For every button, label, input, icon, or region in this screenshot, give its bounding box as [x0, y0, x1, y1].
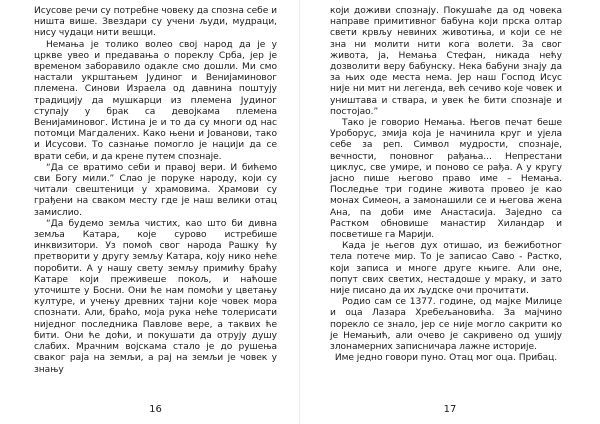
paragraph: Исусове речи су потребне човеку да спозна себе и ништа више. Звездари су учени људи, мудраци, нису чудаци нити вешци.: [34, 6, 277, 39]
paragraph: Име једно говори пуно. Отац мог оца. Прибац.: [334, 353, 558, 364]
right-page: [300, 0, 600, 424]
right-page-text: [330, 6, 562, 365]
paragraph: Тако је говорио Немања. Његов печат беше Уроборус, змија која је начинила круг и ујела себе за реп. Символ мудрости, спознаје, вечности, поновног рађања... Непрестани циклус, све умире, и поново се рађа. А у кругу јасно пише његово право име – Немања. Последње три године живота провео је као монах Симеон, а замонашили се и његова жена Ана, па доби име Анастасија. Заједно са Растком обновише манастир Хиландар и посветише га Марији.: [330, 118, 562, 241]
paragraph: који доживи спознају. Покушаће да од човека направе примитивног бабуна који прска олтар свети крвљу невиних животиња, и који се не зна ни молити нити кога волети. За свог живота, ја, Немања Стефан, никада нећу дозволити веру бабунску. Нека бабуни знају да за њих оде места нема. Јер наш Господ Исус није ни мит ни легенда, већ сечиво које човек и уништава и ствара, и увек ће бити спознаје и постојао.”: [330, 6, 562, 117]
paragraph: “Да будемо земља чистих, као што би дивна земља Катара, које сурово истребише инквизитори. Уз помоћ свог народа Рашку ћу претворити у другу земљу Катара, коју нико неће поробити. А у нашу свету земљу примићу браћу Катаре који преживеше покољ, и наћоше уточиште у Босни. Они ће нам помоћи у цветању културе, и учењу древних тајни које човек мора спознати. Али, браћо, моја рука неће толерисати ниједног последника Павлове вере, а таквих ће бити. Они ће доћи, и покушати да отрују душу слабих. Мрачним војскама стало је до рушења сваког раја на земљи, а рај на земљи је човек у знању: [34, 218, 277, 375]
left-page-text: [34, 6, 277, 376]
paragraph: Родио сам се 1377. године, од мајке Милице и оца Лазара Хребељановића. За мајчино порекло се знало, јер се није могло сакрити ко је Немањић, али очево је сакривено од ушију злонамерних записничара лажне историје.: [330, 297, 562, 353]
paragraph: “Да се вратимо себи и правој вери. И бићемо сви Богу мили.” Слао је поруке народу, који су читали свештеници у храмовима. Храмови су грађени на сваком месту где је наш велики отац замислио.: [34, 162, 277, 218]
page-number: 17: [443, 404, 457, 415]
paragraph: Немања је толико волео свој народ да је у црквe увео и предавања о пореклу Срба, јер је временом заборавило одакле смо дошли. Ми смо настали укрштањем Јудиног и Венијаминовог племена. Синови Израела од давнина поштују традицију да мушкарци из племена Јудиног ступају у брак са девојкама племена Венијаминовог. Истина је и то да су многи од нас потомци Магдалених. Како њени и Јованови, тако и Исусови. То сазнање помогло је нацији да се врати себи, и да крене путем спознаје.: [34, 39, 277, 162]
page-number: 16: [149, 404, 162, 415]
paragraph: Када је његов дух отишао, из бежиботног тела потече мир. То је записао Саво - Растко, који записа и многе друге књиге. Али оне, попут свих светих, нестадоше у мраку, и зато није писано да их људске очи прочитати.: [330, 241, 562, 297]
